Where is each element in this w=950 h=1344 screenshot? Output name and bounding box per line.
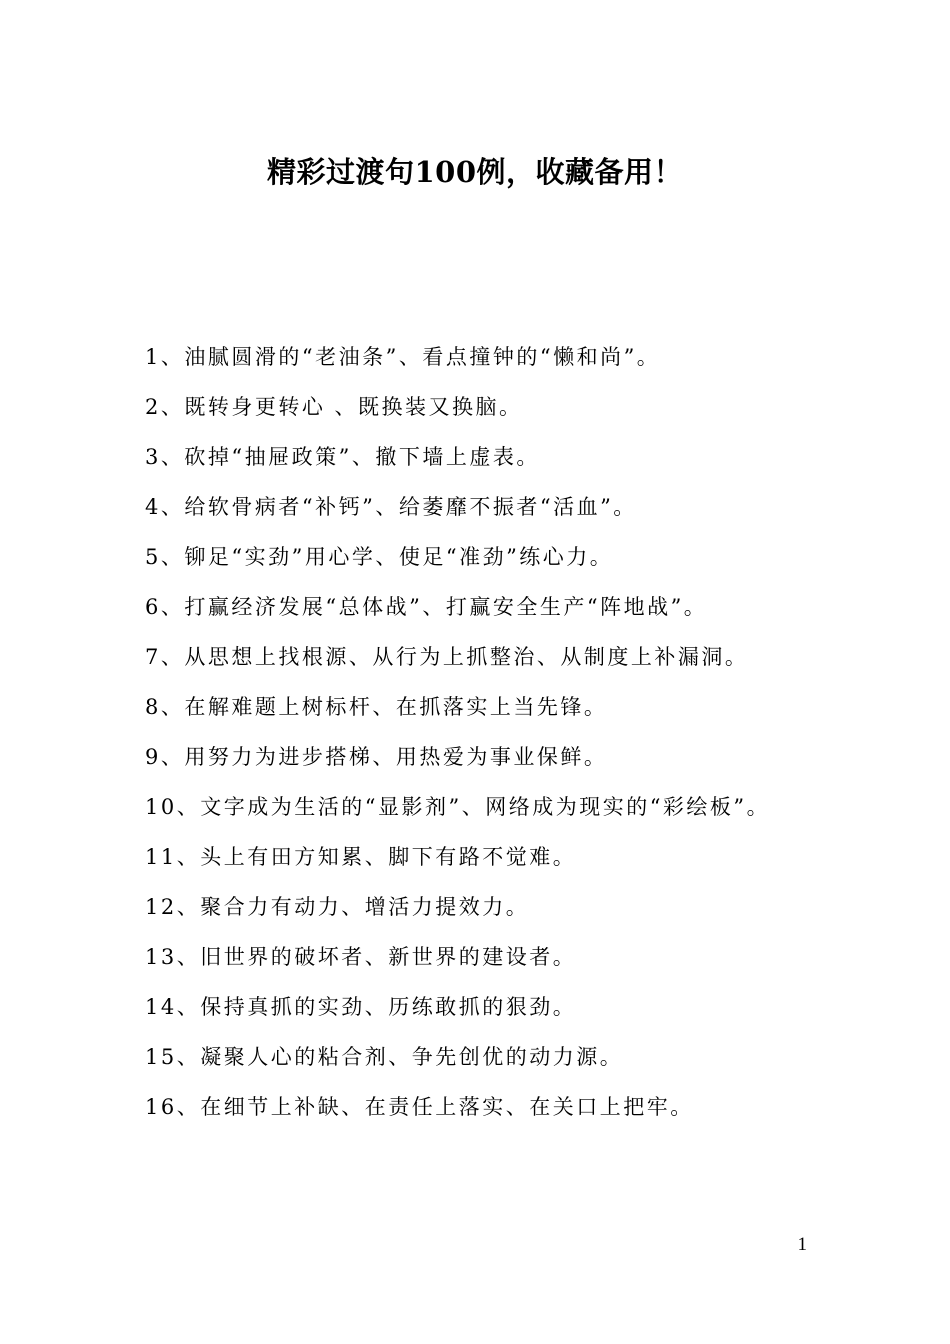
list-item: 1、油腻圆滑的“老油条”、看点撞钟的“懒和尚”。 [145, 345, 661, 369]
list-item: 10、文字成为生活的“显影剂”、网络成为现实的“彩绘板”。 [145, 795, 771, 819]
list-item: 8、在解难题上树标杆、在抓落实上当先锋。 [145, 695, 608, 719]
list-item: 11、头上有田方知累、脚下有路不觉难。 [145, 845, 577, 869]
list-item: 13、旧世界的破坏者、新世界的建设者。 [145, 945, 577, 969]
list-item: 4、给软骨病者“补钙”、给萎靡不振者“活血”。 [145, 495, 637, 519]
page-title: 精彩过渡句100例，收藏备用！ [266, 155, 684, 189]
page-number: 1 [797, 1234, 807, 1255]
list-item: 9、用努力为进步搭梯、用热爱为事业保鲜。 [145, 745, 608, 769]
list-item: 7、从思想上找根源、从行为上抓整治、从制度上补漏洞。 [145, 645, 749, 669]
list-item: 12、聚合力有动力、增活力提效力。 [145, 895, 530, 919]
list-item: 2、既转身更转心 、既换装又换脑。 [145, 395, 523, 419]
list-item: 5、铆足“实劲”用心学、使足“准劲”练心力。 [145, 545, 614, 569]
list-item: 6、打赢经济发展“总体战”、打赢安全生产“阵地战”。 [145, 595, 708, 619]
list-item: 14、保持真抓的实劲、历练敢抓的狠劲。 [145, 995, 577, 1019]
list-item: 16、在细节上补缺、在责任上落实、在关口上把牢。 [145, 1095, 694, 1119]
list-item: 3、砍掉“抽屉政策”、撤下墙上虚表。 [145, 445, 540, 469]
sentence-list [145, 332, 810, 1132]
list-item: 15、凝聚人心的粘合剂、争先创优的动力源。 [145, 1045, 624, 1069]
